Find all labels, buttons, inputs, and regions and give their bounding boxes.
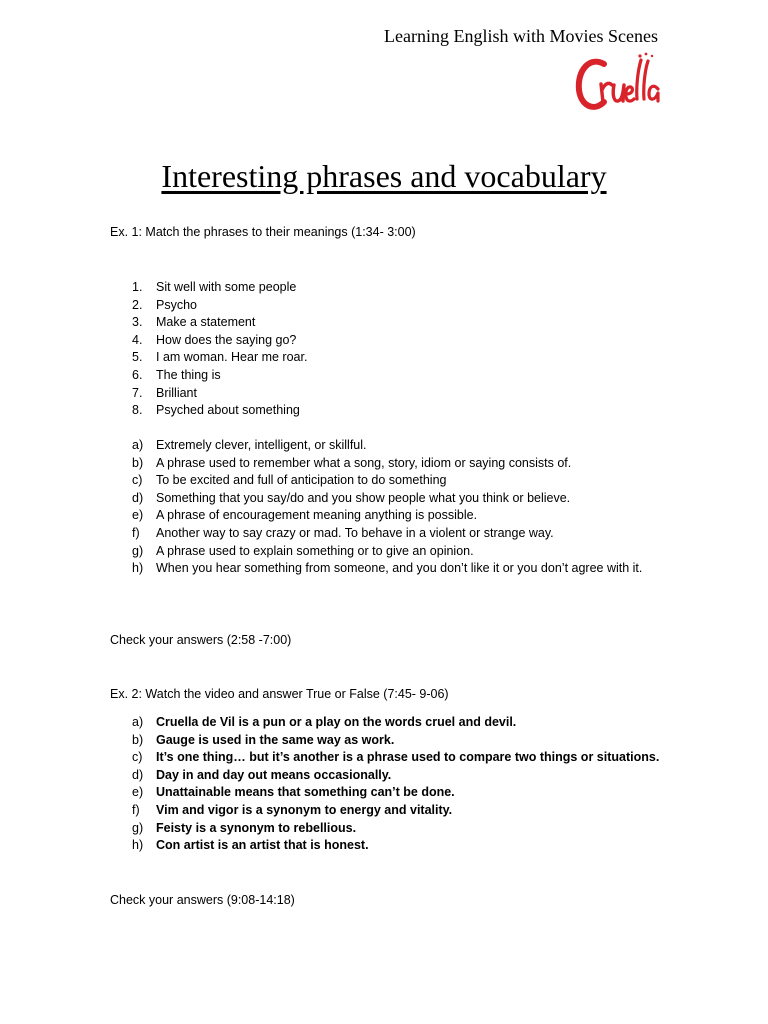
meaning-item-text: Extremely clever, intelligent, or skillful.: [156, 438, 367, 452]
statement-item: [110, 749, 670, 767]
statement-item: [110, 820, 670, 838]
phrase-item: [110, 367, 670, 385]
phrase-item-text: How does the saying go?: [156, 332, 297, 347]
meaning-item-text: Another way to say crazy or mad. To behave in a violent or strange way.: [156, 525, 554, 540]
meaning-item-marker: g): [132, 543, 144, 558]
exercise1-meaning-list: [110, 437, 670, 578]
statement-item-text: Cruella de Vil is a pun or a play on the words cruel and devil.: [156, 715, 517, 729]
phrase-item-marker: 4.: [132, 332, 143, 347]
phrase-item-marker: 7.: [132, 385, 143, 400]
phrase-item-text: The thing is: [156, 367, 221, 382]
statement-item-text: Feisty is a synonym to rebellious.: [156, 820, 357, 835]
meaning-item-marker: d): [132, 490, 144, 505]
meaning-item-marker: f): [132, 525, 140, 540]
statement-item-marker: d): [132, 767, 144, 782]
statement-item: [110, 714, 670, 732]
statement-item-text: Con artist is an artist that is honest.: [156, 838, 369, 853]
meaning-item: [110, 525, 670, 543]
exercise2-statement-list: [110, 714, 670, 855]
cruella-logo: [574, 50, 662, 116]
meaning-item-text: A phrase used to remember what a song, story, idiom or saying consists of.: [156, 455, 572, 470]
phrase-item-text: Make a statement: [156, 315, 256, 330]
meaning-item: [110, 543, 670, 561]
phrase-item-marker: 3.: [132, 315, 143, 330]
statement-item-marker: c): [132, 750, 143, 765]
statement-item-text: Day in and day out means occasionally.: [156, 767, 392, 782]
phrase-item-text: Brilliant: [156, 385, 197, 400]
phrase-item: [110, 349, 670, 367]
meaning-item: [110, 507, 670, 525]
phrase-item: [110, 402, 670, 420]
meaning-item-marker: e): [132, 508, 144, 523]
phrase-item-text: I am woman. Hear me roar.: [156, 350, 308, 365]
meaning-item-marker: c): [132, 473, 143, 488]
phrase-item-marker: 8.: [132, 403, 143, 418]
meaning-item-text: A phrase of encouragement meaning anything is possible.: [156, 508, 478, 523]
statement-item: [110, 767, 670, 785]
statement-item-text: Vim and vigor is a synonym to energy and vitality.: [156, 802, 453, 817]
meaning-item-text: A phrase used to explain something or to give an opinion.: [156, 543, 474, 558]
phrase-item: [110, 297, 670, 315]
statement-item: [110, 732, 670, 750]
statement-item-text: Unattainable means that something can’t be done.: [156, 785, 455, 800]
header-title: Learning English with Movies Scenes: [384, 26, 658, 46]
phrase-item-marker: 5.: [132, 350, 143, 365]
meaning-item: [110, 455, 670, 473]
statement-item-marker: a): [132, 715, 144, 729]
statement-item: [110, 802, 670, 820]
meaning-item: [110, 560, 670, 578]
meaning-item-text: Something that you say/do and you show people what you think or believe.: [156, 490, 571, 505]
phrase-item: [110, 314, 670, 332]
statement-item-text: Gauge is used in the same way as work.: [156, 732, 395, 747]
statement-item-marker: h): [132, 838, 144, 853]
page-title: Interesting phrases and vocabulary: [161, 158, 607, 194]
phrase-item: [110, 332, 670, 350]
phrase-item-text: Psyched about something: [156, 403, 300, 418]
meaning-item-marker: h): [132, 561, 144, 576]
statement-item-marker: g): [132, 820, 144, 835]
statement-item-text: It’s one thing… but it’s another is a phrase used to compare two things or situations.: [156, 750, 660, 765]
meaning-item-text: When you hear something from someone, and you don’t like it or you don’t agree with it.: [156, 561, 643, 576]
cruella-logo-image: [574, 50, 662, 116]
meaning-item: [110, 437, 670, 455]
phrase-item-marker: 1.: [132, 280, 143, 294]
statement-item: [110, 837, 670, 855]
exercise1-phrase-list: [110, 279, 670, 420]
phrase-item-marker: 6.: [132, 367, 143, 382]
meaning-item-marker: b): [132, 455, 144, 470]
exercise1-check-answers: Check your answers (2:58 -7:00): [110, 633, 292, 647]
phrase-item-text: Sit well with some people: [156, 280, 297, 294]
phrase-item: [110, 385, 670, 403]
statement-item-marker: b): [132, 732, 144, 747]
meaning-item: [110, 490, 670, 508]
statement-item-marker: e): [132, 785, 144, 800]
statement-item-marker: f): [132, 802, 140, 817]
phrase-item-text: Psycho: [156, 297, 197, 312]
phrase-item: [110, 279, 670, 297]
exercise2-check-answers: Check your answers (9:08-14:18): [110, 893, 295, 907]
exercise2-heading: Ex. 2: Watch the video and answer True or False (7:45- 9-06): [110, 687, 449, 701]
meaning-item-marker: a): [132, 438, 144, 452]
statement-item: [110, 784, 670, 802]
exercise1-heading: Ex. 1: Match the phrases to their meanings (1:34- 3:00): [110, 225, 416, 239]
meaning-item: [110, 472, 670, 490]
phrase-item-marker: 2.: [132, 297, 143, 312]
meaning-item-text: To be excited and full of anticipation to do something: [156, 473, 447, 488]
